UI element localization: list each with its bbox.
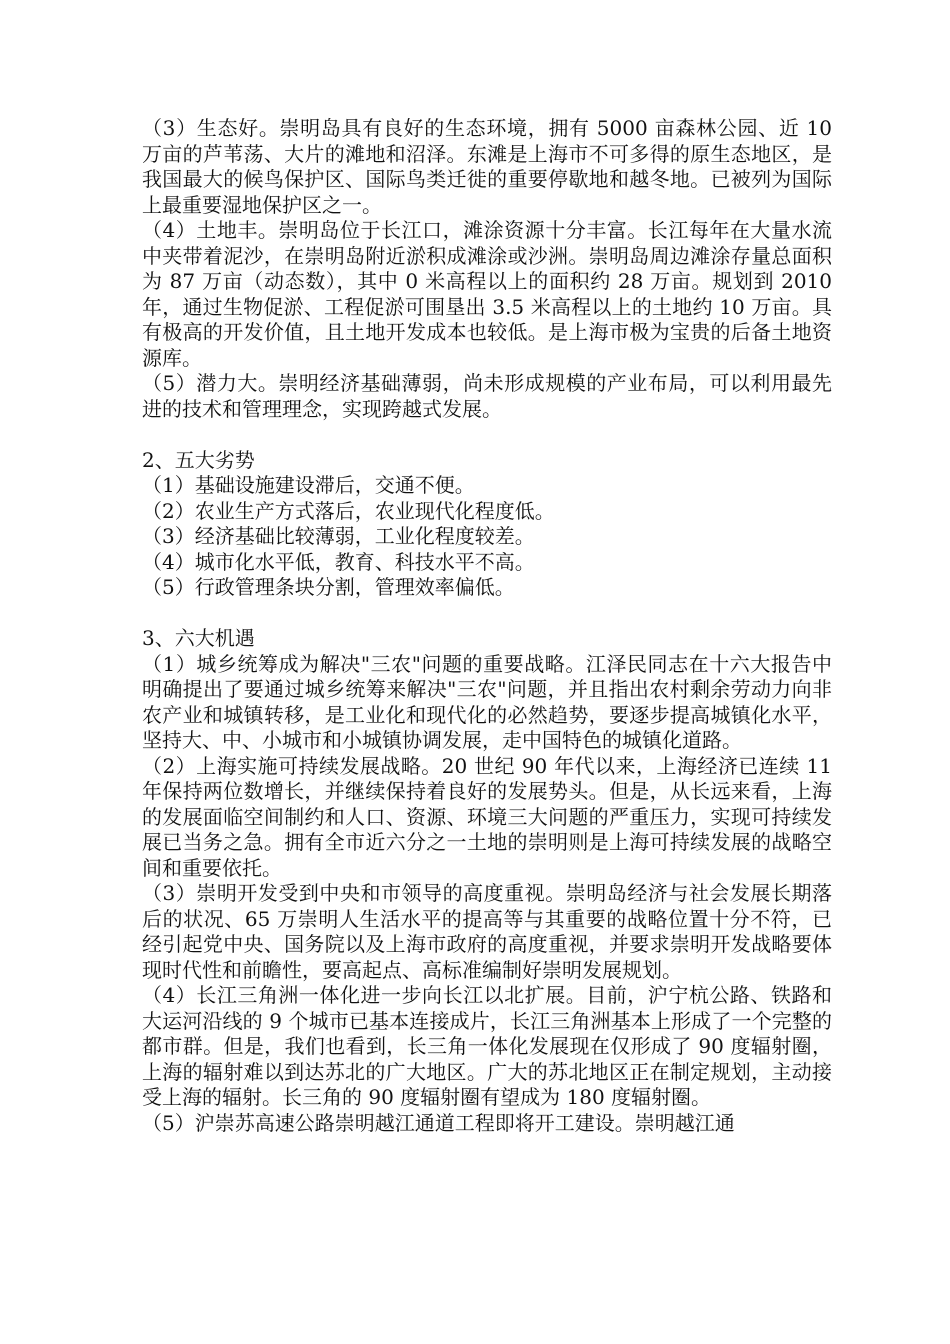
opportunity-paragraph: （3）崇明开发受到中央和市领导的高度重视。崇明岛经济与社会发展长期落后的状况、65 万崇明人生活水平的提高等与其重要的战略位置十分不符，已经引起党中央、国务院以及上海市政府的高度重视，并要求崇明开发战略要体现时代性和前瞻性，要高起点、高标准编制好崇明发展规划。 [142,881,832,982]
paragraph-land: （4）土地丰。崇明岛位于长江口，滩涂资源十分丰富。长江每年在大量水流中夹带着泥沙，在崇明岛附近淤积成滩涂或沙洲。崇明岛周边滩涂存量总面积为 87 万亩（动态数），其中 0 米高程以上的面积约 28 万亩。规划到 2010 年，通过生物促淤、工程促淤可围垦出 3.5 米高程以上的土地约 10 万亩。具有极高的开发价值，且土地开发成本也较低。是上海市极为宝贵的后备土地资源库。 [142,218,832,370]
section-heading-opportunities: 3、六大机遇 [142,626,255,650]
opportunity-paragraph: （4）长江三角洲一体化进一步向长江以北扩展。目前，沪宁杭公路、铁路和大运河沿线的 9 个城市已基本连接成片，长江三角洲基本上形成了一个完整的都市群。但是，我们也看到，长三角一体化发展现在仅形成了 90 度辐射圈，上海的辐射难以到达苏北的广大地区。广大的苏北地区正在制定规划，主动接受上海的辐射。长三角的 90 度辐射圈有望成为 180 度辐射圈。 [142,983,832,1109]
paragraph-ecology: （3）生态好。崇明岛具有良好的生态环境，拥有 5000 亩森林公园、近 10 万亩的芦苇荡、大片的滩地和沼泽。东滩是上海市不可多得的原生态地区，是我国最大的候鸟保护区、国际鸟类迁徙的重要停歇地和越冬地。已被列为国际上最重要湿地保护区之一。 [142,116,832,217]
opportunity-paragraph: （5）沪崇苏高速公路崇明越江通道工程即将开工建设。崇明越江通 [142,1110,735,1135]
section-heading-weaknesses: 2、五大劣势 [142,447,255,472]
document-body [142,116,832,1136]
list-item: （3）经济基础比较薄弱，工业化程度较差。 [142,524,535,548]
list-item: （5）行政管理条块分割，管理效率偏低。 [142,575,515,599]
weaknesses-list [142,473,832,601]
list-item: （4）城市化水平低，教育、科技水平不高。 [142,549,535,574]
opportunity-paragraph: （1）城乡统筹成为解决"三农"问题的重要战略。江泽民同志在十六大报告中明确提出了要通过城乡统筹来解决"三农"问题，并且指出农村剩余劳动力向非农产业和城镇转移，是工业化和现代化的必然趋势，要逐步提高城镇化水平，坚持大、中、小城市和小城镇协调发展，走中国特色的城镇化道路。 [142,651,832,752]
opportunity-paragraph: （2）上海实施可持续发展战略。20 世纪 90 年代以来，上海经济已连续 11 年保持两位数增长，并继续保持着良好的发展势头。但是，从长远来看，上海的发展面临空间制约和人口、资源、环境三大问题的严重压力，实现可持续发展已当务之急。拥有全市近六分之一土地的崇明则是上海可持续发展的战略空间和重要依托。 [142,753,832,880]
list-item: （1）基础设施建设滞后，交通不便。 [142,473,475,497]
list-item: （2）农业生产方式落后，农业现代化程度低。 [142,498,555,523]
paragraph-potential: （5）潜力大。崇明经济基础薄弱，尚未形成规模的产业布局，可以利用最先进的技术和管理理念，实现跨越式发展。 [142,371,832,421]
opportunities-list [142,652,832,1137]
